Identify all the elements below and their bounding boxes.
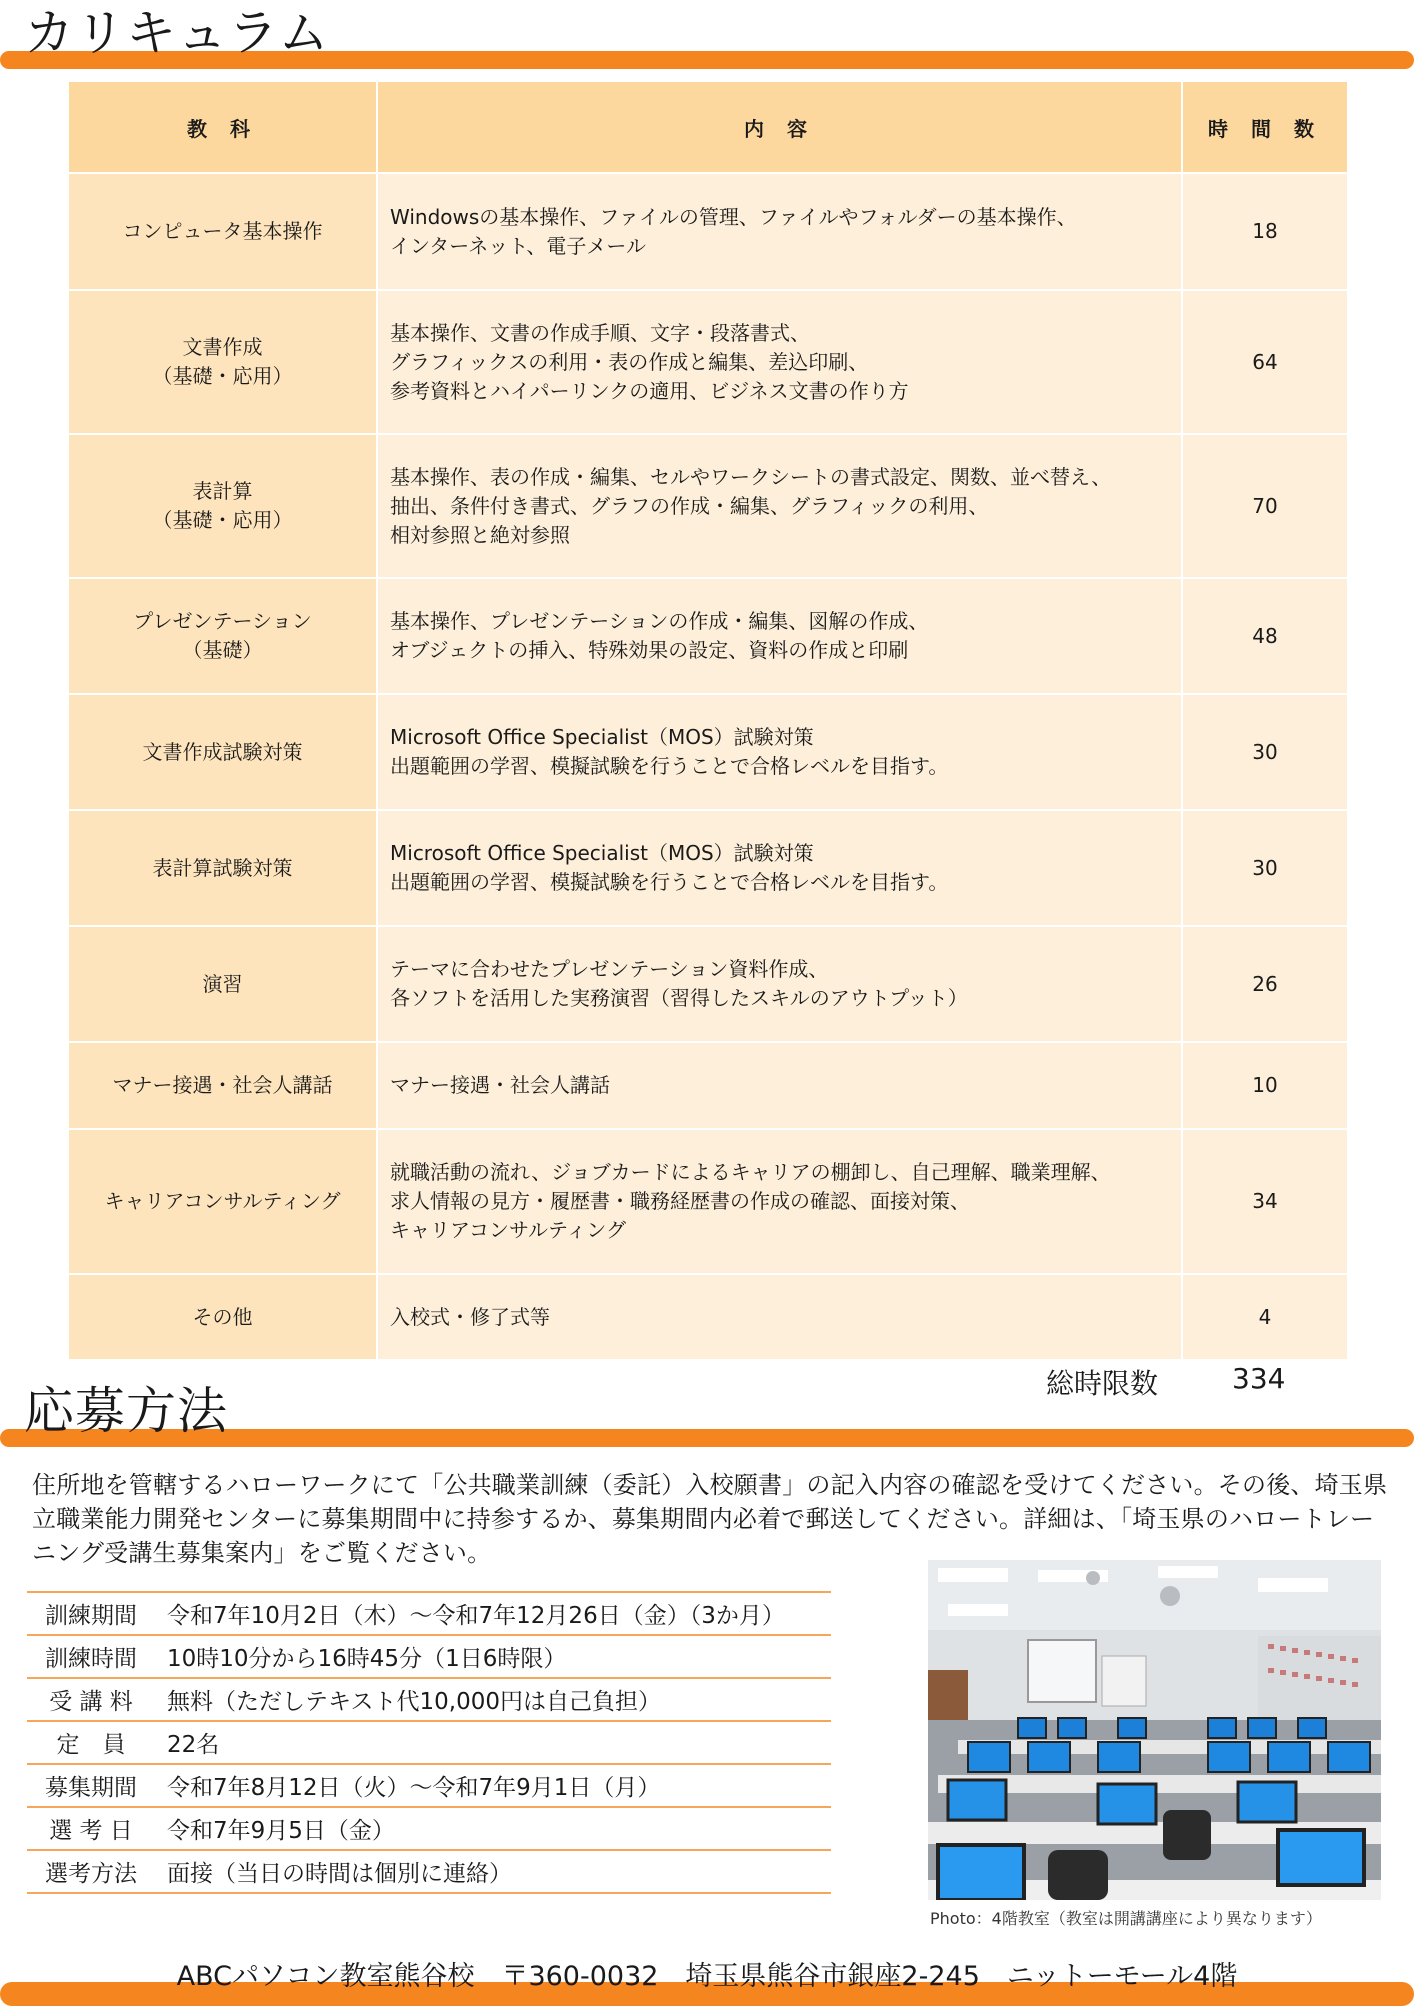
detail-row bbox=[27, 1808, 831, 1851]
detail-label: 募集期間 bbox=[45, 1775, 137, 1801]
detail-value: 無料（ただしテキスト代10,000円は自己負担） bbox=[167, 1689, 662, 1715]
total-hours-label: 総時限数 bbox=[1046, 1367, 1159, 1400]
detail-value: 10時10分から16時45分（1日6時限） bbox=[167, 1646, 567, 1672]
detail-row bbox=[27, 1722, 831, 1765]
hours-cell: 10 bbox=[1182, 1042, 1348, 1129]
detail-label: 訓練時間 bbox=[45, 1646, 137, 1672]
detail-label: 定 員 bbox=[56, 1732, 126, 1758]
table-header-row bbox=[68, 81, 1348, 173]
table-row bbox=[68, 578, 1348, 694]
column-header-content: 内 容 bbox=[377, 81, 1182, 173]
detail-row bbox=[27, 1591, 831, 1636]
table-row bbox=[68, 1274, 1348, 1360]
table-row bbox=[68, 1129, 1348, 1274]
hours-cell: 26 bbox=[1182, 926, 1348, 1042]
content-cell: 基本操作、表の作成・編集、セルやワークシートの書式設定、関数、並べ替え、 抽出、条件付き書式、グラフの作成・編集、グラフィックの利用、 相対参照と絶対参照 bbox=[377, 434, 1182, 578]
detail-value: 令和7年8月12日（火）～令和7年9月1日（月） bbox=[167, 1775, 661, 1801]
content-cell: マナー接遇・社会人講話 bbox=[377, 1042, 1182, 1129]
hours-cell: 64 bbox=[1182, 290, 1348, 434]
subject-cell: マナー接遇・社会人講話 bbox=[68, 1042, 377, 1129]
hours-cell: 70 bbox=[1182, 434, 1348, 578]
content-cell: テーマに合わせたプレゼンテーション資料作成、 各ソフトを活用した実務演習（習得したスキルのアウトプット） bbox=[377, 926, 1182, 1042]
subject-cell: その他 bbox=[68, 1274, 377, 1360]
hours-cell: 18 bbox=[1182, 173, 1348, 290]
table-row bbox=[68, 1042, 1348, 1129]
subject-cell: プレゼンテーション （基礎） bbox=[68, 578, 377, 694]
detail-row bbox=[27, 1765, 831, 1808]
table-row bbox=[68, 173, 1348, 290]
content-cell: 基本操作、文書の作成手順、文字・段落書式、 グラフィックスの利用・表の作成と編集、差込印刷、 参考資料とハイパーリンクの適用、ビジネス文書の作り方 bbox=[377, 290, 1182, 434]
hours-cell: 30 bbox=[1182, 694, 1348, 810]
detail-row bbox=[27, 1851, 831, 1894]
subject-cell: 表計算 （基礎・応用） bbox=[68, 434, 377, 578]
detail-value: 令和7年9月5日（金） bbox=[167, 1818, 395, 1844]
detail-label: 選考方法 bbox=[45, 1861, 137, 1887]
detail-value: 22名 bbox=[167, 1732, 220, 1758]
content-cell: 基本操作、プレゼンテーションの作成・編集、図解の作成、 オブジェクトの挿入、特殊効果の設定、資料の作成と印刷 bbox=[377, 578, 1182, 694]
subject-cell: キャリアコンサルティング bbox=[68, 1129, 377, 1274]
table-row bbox=[68, 810, 1348, 926]
subject-cell: 演習 bbox=[68, 926, 377, 1042]
total-hours-value: 334 bbox=[1232, 1362, 1286, 1395]
curriculum-title: カリキュラム bbox=[24, 4, 330, 62]
subject-cell: 文書作成試験対策 bbox=[68, 694, 377, 810]
detail-label: 選 考 日 bbox=[49, 1818, 133, 1844]
table-row bbox=[68, 290, 1348, 434]
content-cell: 入校式・修了式等 bbox=[377, 1274, 1182, 1360]
hours-cell: 30 bbox=[1182, 810, 1348, 926]
curriculum-table bbox=[67, 80, 1349, 1361]
course-details-table bbox=[27, 1591, 831, 1894]
table-row bbox=[68, 694, 1348, 810]
detail-label: 受 講 料 bbox=[49, 1689, 133, 1715]
detail-value: 面接（当日の時間は個別に連絡） bbox=[167, 1861, 512, 1887]
table-row bbox=[68, 434, 1348, 578]
classroom-photo bbox=[928, 1560, 1381, 1900]
column-header-hours: 時 間 数 bbox=[1182, 81, 1348, 173]
application-intro: 住所地を管轄するハローワークにて「公共職業訓練（委託）入校願書」の記入内容の確認を受けてください。その後、埼玉県立職業能力開発センターに募集期間中に持参するか、募集期間内必着で郵送してください。詳細は、「埼玉県のハロートレーニング受講生募集案内」をご覧ください。 bbox=[32, 1471, 1388, 1567]
photo-caption: Photo：4階教室（教室は開講講座により異なります） bbox=[930, 1909, 1322, 1928]
content-cell: Windowsの基本操作、ファイルの管理、ファイルやフォルダーの基本操作、 インターネット、電子メール bbox=[377, 173, 1182, 290]
application-title: 応募方法 bbox=[24, 1382, 228, 1440]
hours-cell: 34 bbox=[1182, 1129, 1348, 1274]
content-cell: 就職活動の流れ、ジョブカードによるキャリアの棚卸し、自己理解、職業理解、 求人情報の見方・履歴書・職務経歴書の作成の確認、面接対策、 キャリアコンサルティング bbox=[377, 1129, 1182, 1274]
table-row bbox=[68, 926, 1348, 1042]
content-cell: Microsoft Office Specialist（MOS）試験対策 出題範囲の学習、模擬試験を行うことで合格レベルを目指す。 bbox=[377, 810, 1182, 926]
hours-cell: 4 bbox=[1182, 1274, 1348, 1360]
subject-cell: 文書作成 （基礎・応用） bbox=[68, 290, 377, 434]
subject-cell: コンピュータ基本操作 bbox=[68, 173, 377, 290]
footer-address: ABCパソコン教室熊谷校 〒360-0032 埼玉県熊谷市銀座2-245 ニットーモール4階 bbox=[176, 1961, 1238, 1992]
detail-value: 令和7年10月2日（木）～令和7年12月26日（金）（3か月） bbox=[167, 1603, 785, 1629]
hours-cell: 48 bbox=[1182, 578, 1348, 694]
detail-row bbox=[27, 1636, 831, 1679]
detail-row bbox=[27, 1679, 831, 1722]
content-cell: Microsoft Office Specialist（MOS）試験対策 出題範囲の学習、模擬試験を行うことで合格レベルを目指す。 bbox=[377, 694, 1182, 810]
detail-label: 訓練期間 bbox=[45, 1603, 137, 1629]
column-header-subject: 教 科 bbox=[68, 81, 377, 173]
subject-cell: 表計算試験対策 bbox=[68, 810, 377, 926]
